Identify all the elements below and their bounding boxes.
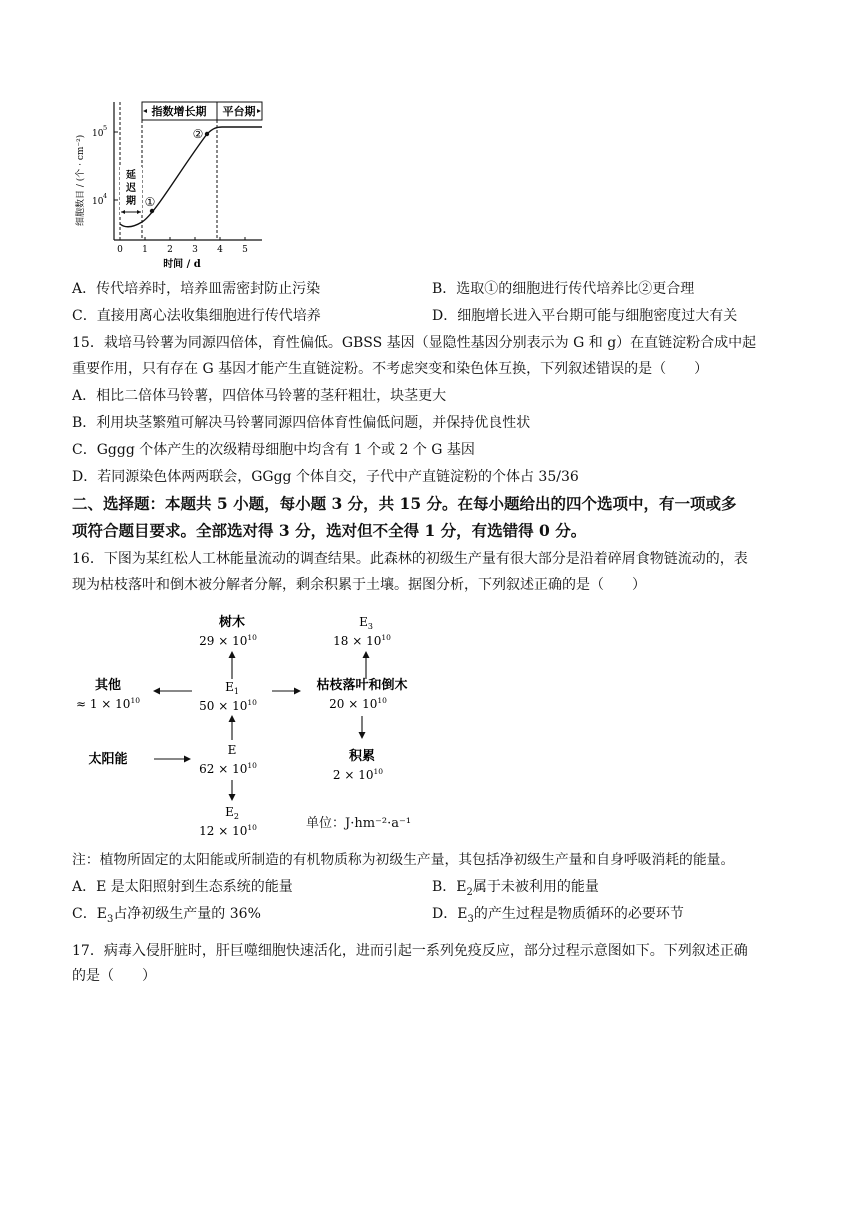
q15-option-b: B．利用块茎繁殖可解决马铃薯同源四倍体育性偏低问题，并保持优良性状 — [72, 415, 531, 431]
exp-arrow-head — [143, 109, 147, 113]
plateau-phase-label: 平台期 — [222, 105, 256, 118]
point-1-label: ① — [144, 195, 156, 209]
e-value-exp: 10 — [247, 761, 257, 770]
x-tick-label-5: 5 — [242, 245, 248, 255]
y-axis-label: 细胞数目 / (个 · cm⁻²) — [76, 134, 86, 226]
accum-label: 积累 — [348, 749, 376, 764]
e2-value-main: 12 × 10 — [199, 824, 248, 838]
q16-stem-line1: 16．下图为某红松人工林能量流动的调查结果。此森林的初级生产量有很大部分是沿着碎屑食物链流动的，表 — [72, 551, 748, 567]
plateau-arrow-head — [257, 109, 261, 113]
lag-label-2: 迟 — [126, 183, 136, 194]
q16-option-c-post: 占净初级生产量的 36% — [113, 906, 261, 922]
sun-label: 太阳能 — [88, 752, 128, 767]
unit-label: 单位：J·hm⁻²·a⁻¹ — [306, 816, 412, 831]
e2-label — [225, 805, 239, 821]
q16-option-d-sub: 3 — [467, 913, 474, 925]
y-tick-low-label: 10 — [92, 197, 104, 207]
y-tick-low-exp: 4 — [103, 192, 108, 200]
other-value-main: ≈ 1 × 10 — [75, 697, 131, 711]
point-1-dot — [150, 209, 154, 213]
lag-label-3: 期 — [126, 196, 136, 207]
litter-value-exp: 10 — [377, 696, 387, 705]
e3-value — [333, 633, 391, 648]
q16-option-a: A．E 是太阳照射到生态系统的能量 — [72, 879, 293, 895]
q16-option-c-pre: C．E — [72, 906, 107, 922]
other-value-exp: 10 — [130, 696, 141, 705]
exp-phase-label: 指数增长期 — [151, 105, 207, 118]
trees-value — [199, 633, 257, 648]
q16-note: 注：植物所固定的太阳能或所制造的有机物质称为初级生产量，其包括净初级生产量和自身呼吸消耗的能量。 — [72, 852, 735, 868]
q17-stem-line1: 17．病毒入侵肝脏时，肝巨噬细胞快速活化，进而引起一系列免疫反应，部分过程示意图如下。下列叙述正确 — [72, 943, 748, 959]
q16-option-b-post: 属于未被利用的能量 — [472, 879, 599, 895]
other-label: 其他 — [94, 678, 122, 693]
e-value — [199, 761, 257, 776]
x-tick-label-3: 3 — [192, 245, 198, 255]
energy-flow-diagram — [72, 610, 432, 840]
section2-heading-line2: 项符合题目要求。全部选对得 3 分，选对但不全得 1 分，有选错得 0 分。 — [72, 521, 587, 540]
accum-value — [333, 767, 383, 782]
q16-option-c — [72, 904, 261, 930]
other-value — [76, 696, 140, 711]
q16-option-c-sub: 3 — [106, 913, 114, 925]
q14-option-d: D．细胞增长进入平台期可能与细胞密度过大有关 — [432, 308, 738, 324]
x-tick-label-4: 4 — [217, 245, 223, 255]
e3-value-exp: 10 — [381, 633, 391, 642]
q17-stem-line2: 的是（ ） — [72, 968, 156, 984]
trees-label: 树木 — [218, 615, 246, 630]
e2-label-main: E — [225, 805, 234, 819]
e3-label — [359, 615, 373, 631]
q16-option-d-pre: D．E — [432, 906, 468, 922]
e2-value-exp: 10 — [247, 823, 257, 832]
y-tick-high-exp: 5 — [103, 124, 108, 132]
litter-value-main: 20 × 10 — [329, 697, 378, 711]
q15-stem-line1: 15．栽培马铃薯为同源四倍体，育性偏低。GBSS 基因（显隐性基因分别表示为 G 和 g）在直链淀粉合成中起 — [72, 335, 757, 351]
e3-label-sub: 3 — [367, 622, 373, 631]
e1-label — [225, 680, 239, 696]
litter-value — [329, 696, 387, 711]
e3-label-main: E — [359, 615, 368, 629]
trees-value-exp: 10 — [247, 633, 257, 642]
e2-value — [199, 823, 257, 838]
e1-value — [199, 698, 257, 713]
point-2-dot — [205, 132, 209, 136]
q14-option-b: B．选取①的细胞进行传代培养比②更合理 — [432, 281, 695, 297]
q15-option-c: C．Gggg 个体产生的次级精母细胞中均含有 1 个或 2 个 G 基因 — [72, 442, 475, 458]
e1-label-sub: 1 — [233, 687, 239, 696]
section2-heading-line1: 二、选择题：本题共 5 小题，每小题 3 分，共 15 分。在每小题给出的四个选项中，有一项或多 — [72, 494, 737, 513]
e3-value-main: 18 × 10 — [333, 634, 382, 648]
q16-option-b — [432, 877, 599, 903]
accum-value-main: 2 × 10 — [332, 768, 374, 782]
q16-option-b-pre: B．E — [432, 879, 467, 895]
q15-stem-line2: 重要作用，只有存在 G 基因才能产生直链淀粉。不考虑突变和染色体互换，下列叙述错误的是（ ） — [72, 361, 709, 377]
accum-value-exp: 10 — [373, 767, 384, 776]
e2-label-sub: 2 — [233, 812, 239, 821]
e-value-main: 62 × 10 — [199, 762, 248, 776]
q16-option-d — [432, 904, 684, 930]
q16-option-d-post: 的产生过程是物质循环的必要环节 — [473, 906, 684, 922]
q16-option-b-sub: 2 — [466, 886, 473, 898]
q15-option-a: A．相比二倍体马铃薯，四倍体马铃薯的茎秆粗壮，块茎更大 — [72, 388, 447, 404]
q14-option-a: A．传代培养时，培养皿需密封防止污染 — [72, 281, 321, 297]
x-axis-label: 时间 / d — [163, 259, 201, 270]
y-tick-high-label: 10 — [92, 129, 104, 139]
x-tick-label-0: 0 — [117, 245, 123, 255]
trees-value-main: 29 × 10 — [199, 634, 248, 648]
cell-growth-chart — [70, 92, 280, 274]
litter-label: 枯枝落叶和倒木 — [316, 678, 408, 693]
lag-label-1: 延 — [126, 170, 136, 181]
point-2-label: ② — [192, 127, 204, 141]
q14-option-c: C．直接用离心法收集细胞进行传代培养 — [72, 308, 321, 324]
e-label: E — [227, 743, 237, 757]
q16-stem-line2: 现为枯枝落叶和倒木被分解者分解，剩余积累于土壤。据图分析，下列叙述正确的是（ ） — [72, 577, 646, 593]
e1-label-main: E — [225, 680, 234, 694]
x-tick-label-1: 1 — [142, 245, 148, 255]
e1-value-exp: 10 — [247, 698, 257, 707]
x-tick-label-2: 2 — [167, 245, 173, 255]
e1-value-main: 50 × 10 — [199, 699, 248, 713]
q15-option-d: D．若同源染色体两两联会，GGgg 个体自交，子代中产直链淀粉的个体占 35/36 — [72, 469, 579, 485]
